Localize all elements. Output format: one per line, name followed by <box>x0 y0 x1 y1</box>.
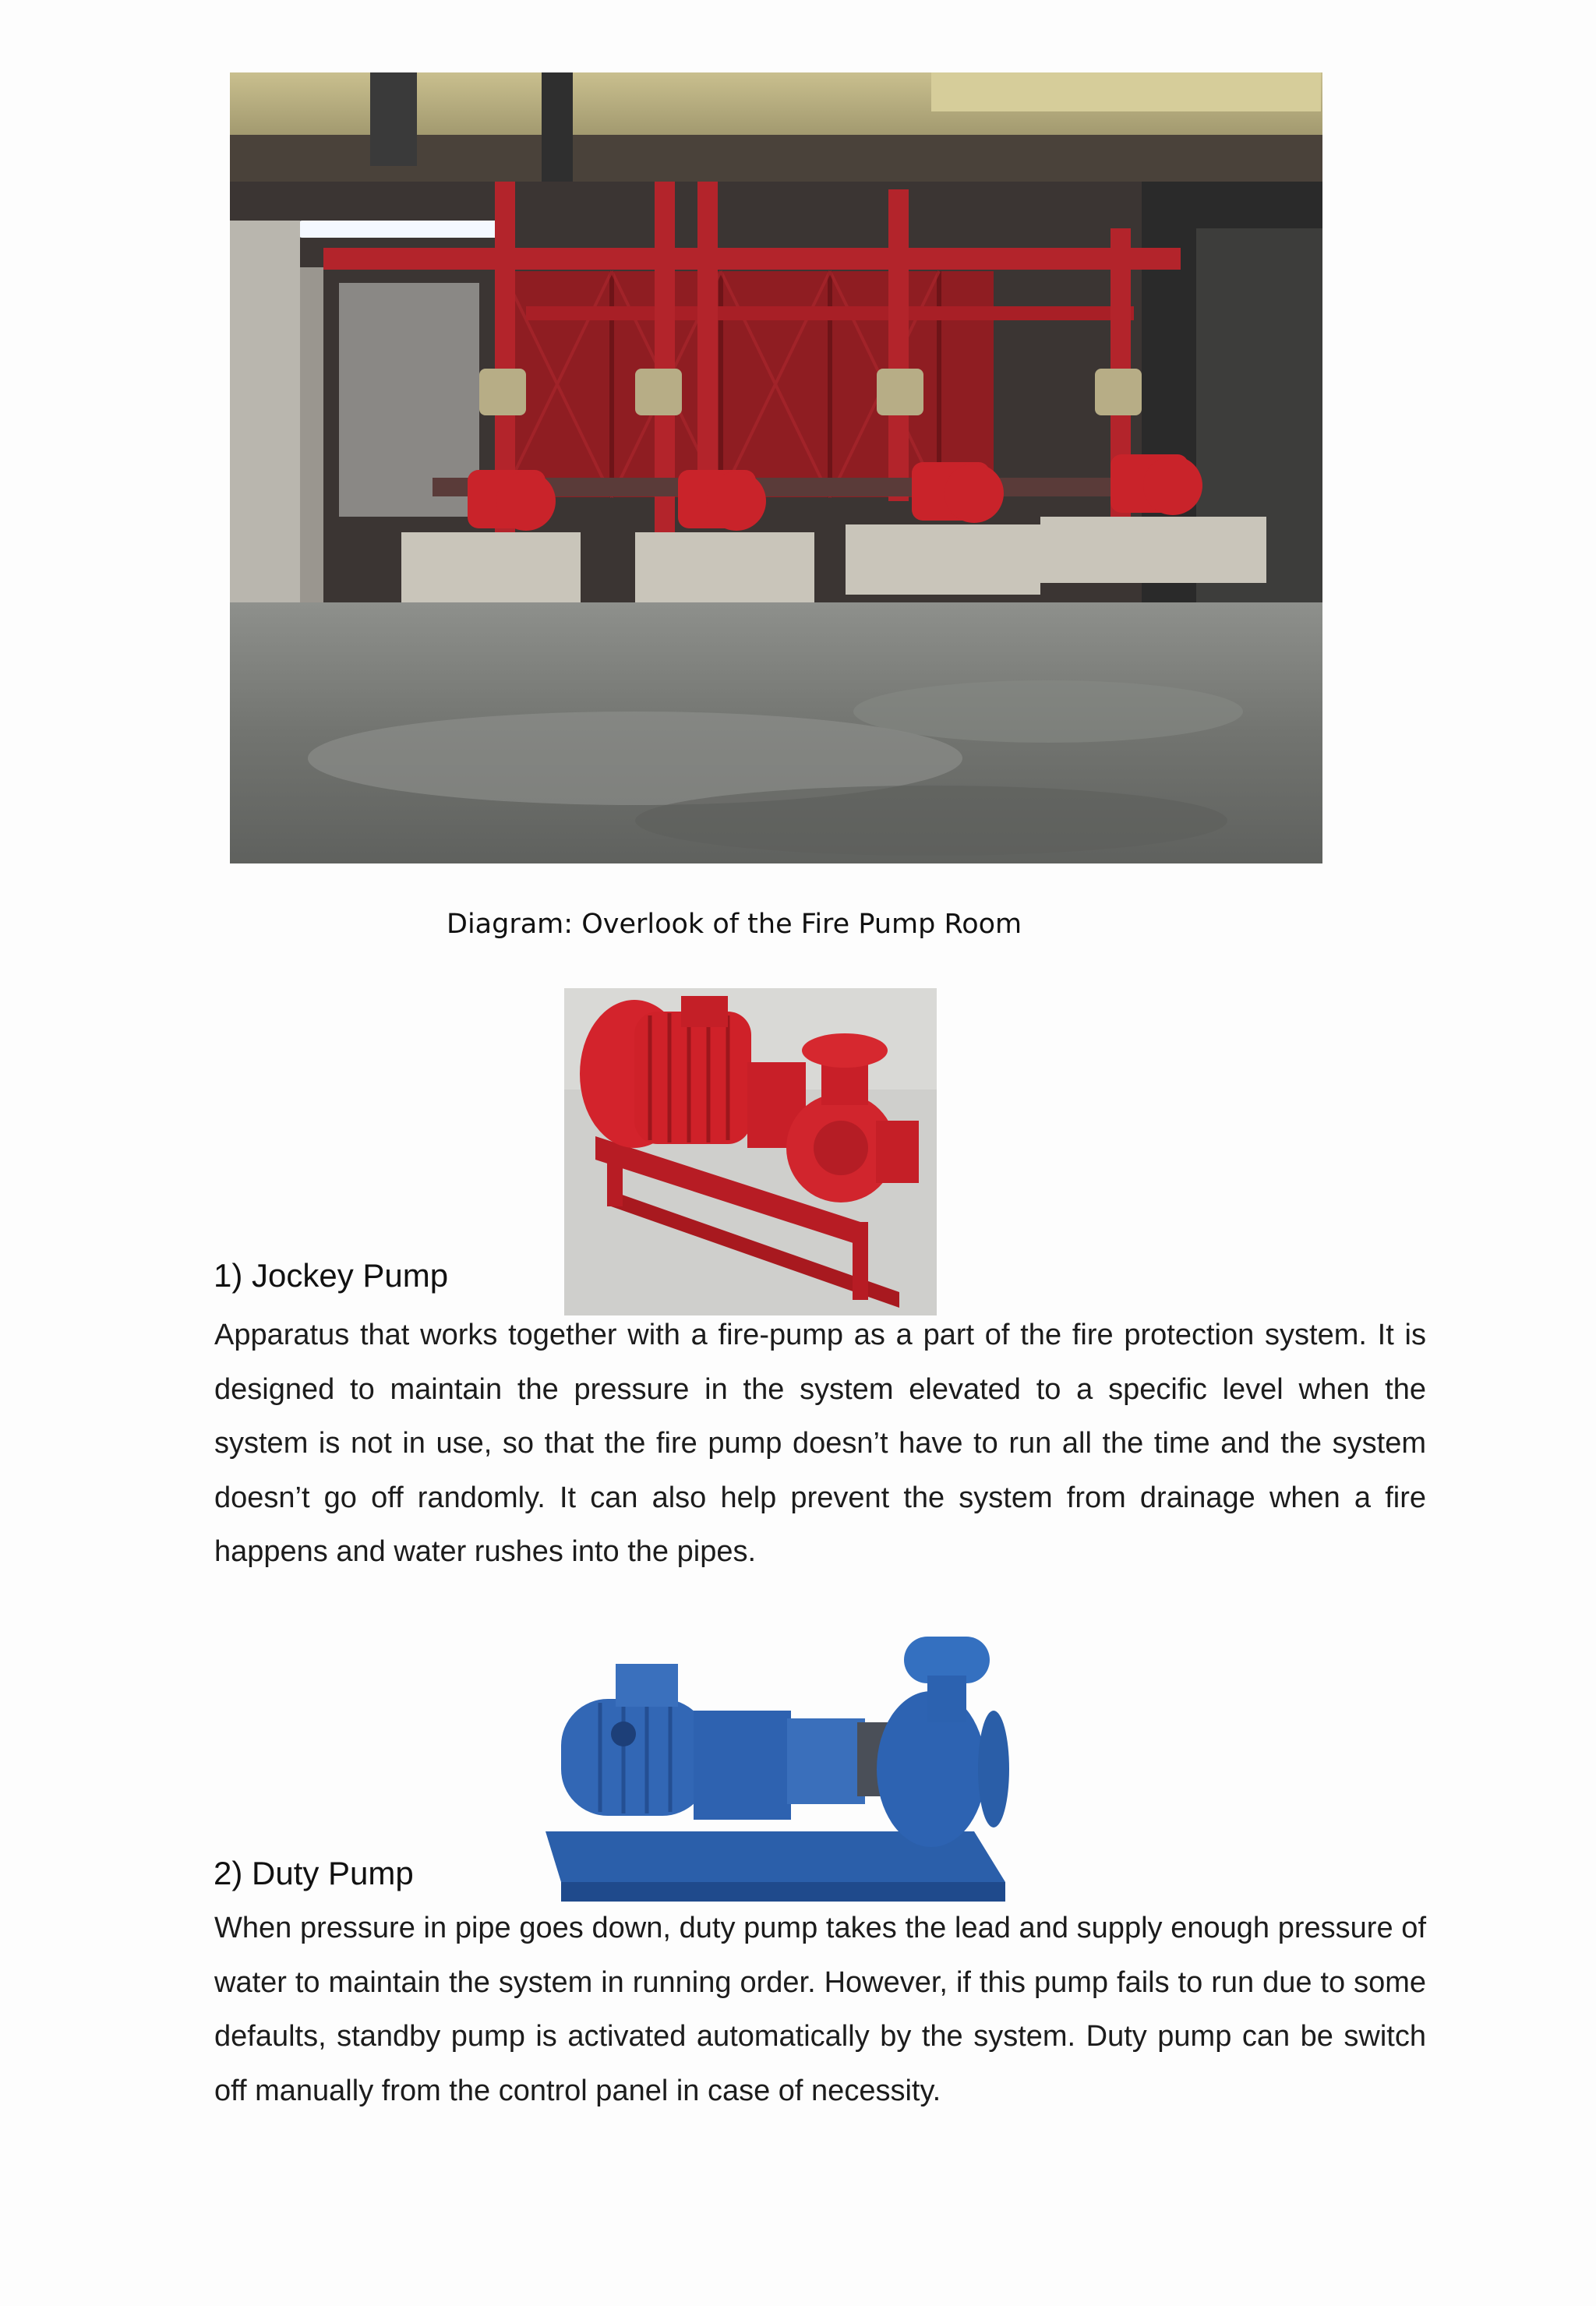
section-body-duty-pump: When pressure in pipe goes down, duty pump takes the lead and supply enough pressure of water to maintain the system in running order. However, if this pump fails to run due to some defaults, standby pump is activated automatically by the system. Duty pump can be switch off manually from the control panel in case of necessity. <box>214 1912 1426 2107</box>
duty-pump-photo <box>538 1633 1009 1909</box>
jockey-pump-photo <box>564 988 937 1315</box>
figure-caption: Diagram: Overlook of the Fire Pump Room <box>447 909 1022 940</box>
section-heading-duty-pump: 2) Duty Pump <box>214 1855 414 1891</box>
section-body-jockey-pump: Apparatus that works together with a fire-pump as a part of the fire protection system. It is designed to maintain the pressure in the system elevated to a specific level when the system is not in use, so that the fire pump doesn’t have to run all the time and the system doesn’t go off randomly. It can also help prevent the system from drainage when a fire happens and water rushes into the pipes. <box>214 1319 1426 1568</box>
section-heading-jockey-pump: 1) Jockey Pump <box>214 1257 449 1294</box>
fire-pump-room-photo <box>230 72 1322 863</box>
